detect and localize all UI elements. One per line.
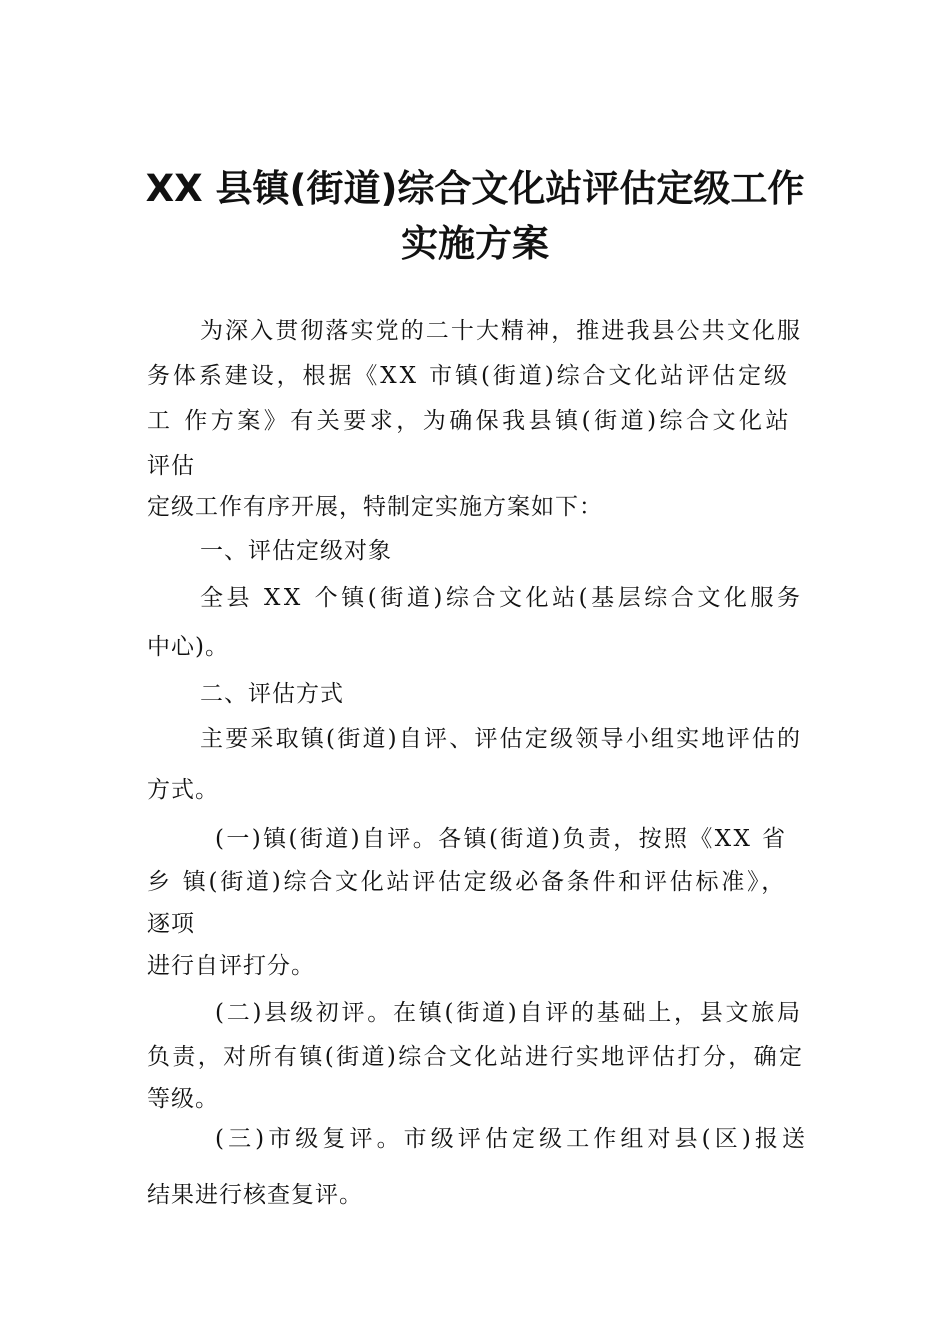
section-heading-2: 二、评估方式 [200, 681, 344, 707]
document-title-line-2: 实施方案 [401, 222, 549, 265]
body-line-4: 评估 [147, 453, 195, 479]
body-line-15: 进行自评打分。 [147, 953, 315, 979]
body-line-11: 方式。 [147, 777, 219, 803]
body-line-20: 结果进行核查复评。 [147, 1182, 363, 1208]
body-line-3: 工 作方案》有关要求，为确保我县镇(街道)综合文化站 [147, 408, 792, 434]
body-line-16: (二)县级初评。在镇(街道)自评的基础上，县文旅局 [215, 1000, 803, 1026]
body-line-2: 务体系建设，根据《XX 市镇(街道)综合文化站评估定级 [147, 363, 790, 389]
body-line-19: (三)市级复评。市级评估定级工作组对县(区)报送 [215, 1126, 810, 1152]
body-line-1: 为深入贯彻落实党的二十大精神，推进我县公共文化服 [200, 318, 803, 344]
body-line-12: (一)镇(街道)自评。各镇(街道)负责，按照《XX 省 [215, 826, 788, 852]
body-line-13: 乡 镇(街道)综合文化站评估定级必备条件和评估标准》， [147, 869, 787, 895]
body-line-10: 主要采取镇(街道)自评、评估定级领导小组实地评估的 [200, 726, 803, 752]
document-title-line-1: XX 县镇(街道)综合文化站评估定级工作 [145, 167, 805, 210]
body-line-8: 中心)。 [147, 634, 229, 660]
body-line-18: 等级。 [147, 1086, 219, 1112]
section-heading-1: 一、评估定级对象 [200, 538, 392, 564]
body-line-5: 定级工作有序开展，特制定实施方案如下： [147, 494, 603, 520]
body-line-7: 全县 XX 个镇(街道)综合文化站(基层综合文化服务 [200, 585, 804, 611]
body-line-14: 逐项 [147, 911, 195, 937]
body-line-17: 负责，对所有镇(街道)综合文化站进行实地评估打分，确定 [147, 1044, 805, 1070]
